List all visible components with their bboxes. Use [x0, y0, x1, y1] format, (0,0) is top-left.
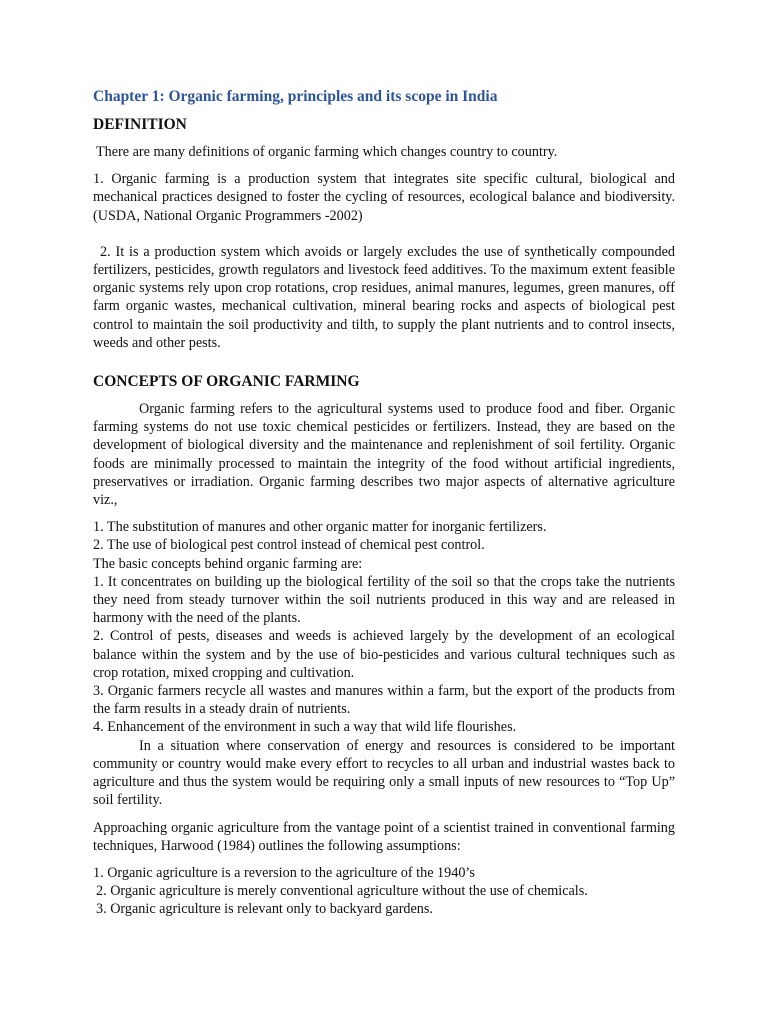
list-item: 2. The use of biological pest control instead of chemical pest control.	[93, 537, 485, 554]
list-item: 2. Control of pests, diseases and weeds is achieved largely by the development of an ecological balance within the system and by the use of bio-pesticides and various cultural techniques such as crop rotation, mixed cropping and cultivation.	[93, 628, 675, 681]
assumptions-list	[93, 864, 675, 919]
list-item: 2. Organic agriculture is merely conventional agriculture without the use of chemicals.	[96, 883, 588, 900]
concepts-paragraph-2: In a situation where conservation of energy and resources is considered to be important community or country would make every effort to recycles to all urban and industrial wastes back to agriculture and thus the system would be requiring only a small inputs of new resources to “Top Up” soil fertility.	[93, 737, 675, 809]
concepts-heading: CONCEPTS OF ORGANIC FARMING	[93, 373, 360, 391]
document-page	[93, 86, 675, 919]
list-item: 1. The substitution of manures and other organic matter for inorganic fertilizers.	[93, 519, 547, 536]
aspects-list	[93, 518, 675, 554]
list-item: 3. Organic agriculture is relevant only to backyard gardens.	[96, 901, 433, 918]
concepts-paragraph-1: Organic farming refers to the agricultural systems used to produce food and fiber. Organic farming systems do not use toxic chemical pesticides or fertilizers. Instead, they are based on the development of biological diversity and the maintenance and replenishment of soil fertility. Organic foods are minimally processed to maintain the integrity of the food without artificial ingredients, preservatives or irradiation. Organic farming describes two major aspects of alternative agriculture viz.,	[93, 401, 675, 509]
basic-concepts-list	[93, 573, 675, 737]
definition-1: 1. Organic farming is a production system that integrates site specific cultural, biological and mechanical practices designed to foster the cycling of resources, ecological balance and biodiversity. (USDA, National Organic Programmers -2002)	[93, 171, 675, 224]
basic-concepts-intro: The basic concepts behind organic farming are:	[93, 555, 363, 572]
definition-heading: DEFINITION	[93, 116, 187, 133]
chapter-title: Chapter 1: Organic farming, principles and its scope in India	[93, 88, 498, 105]
concepts-paragraph-3: Approaching organic agriculture from the vantage point of a scientist trained in conventional farming techniques, Harwood (1984) outlines the following assumptions:	[93, 819, 675, 854]
definition-intro: There are many definitions of organic farming which changes country to country.	[96, 144, 558, 160]
list-item: 1. Organic agriculture is a reversion to the agriculture of the 1940’s	[93, 864, 475, 881]
list-item: 4. Enhancement of the environment in such a way that wild life flourishes.	[93, 719, 517, 736]
list-item: 1. It concentrates on building up the biological fertility of the soil so that the crops take the nutrients they need from steady turnover within the soil nutrients produced in this way and are released in harmony with the need of the plants.	[93, 573, 675, 627]
list-item: 3. Organic farmers recycle all wastes and manures within a farm, but the export of the products from the farm results in a steady drain of nutrients.	[93, 683, 675, 718]
definition-2: 2. It is a production system which avoids or largely excludes the use of synthetically compounded fertilizers, pesticides, growth regulators and livestock feed additives. To the maximum extent feasible organic systems rely upon crop rotations, crop residues, animal manures, legumes, green manures, off farm organic wastes, mechanical cultivation, mineral bearing rocks and aspects of biological pest control to maintain the soil productivity and tilth, to supply the plant nutrients and to control insects, weeds and other pests.	[93, 243, 675, 351]
